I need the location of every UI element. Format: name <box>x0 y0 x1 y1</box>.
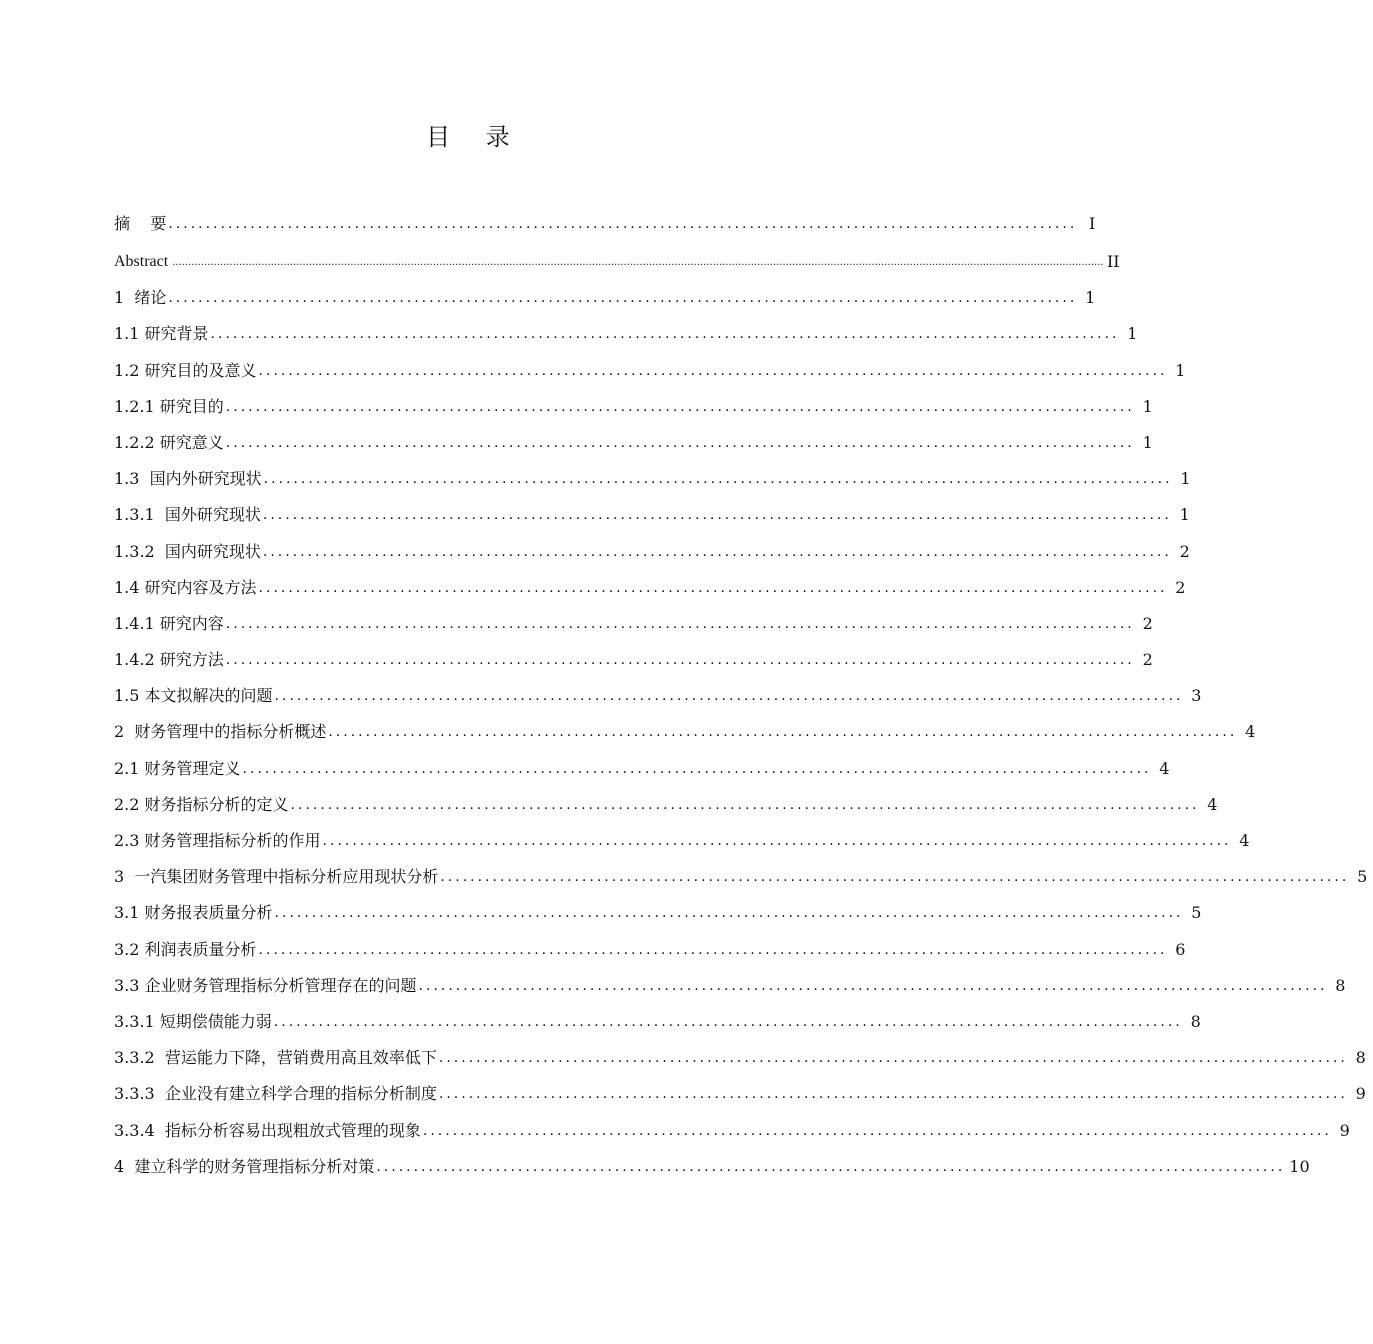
toc-entry-label: 3.3.2 营运能力下降，营销费用高且效率低下 <box>114 1048 437 1068</box>
toc-leader-dots: .......................................................................................................................... <box>438 1086 1348 1103</box>
toc-entry[interactable] <box>114 682 1202 718</box>
toc-entry-page: 9 <box>1339 1120 1350 1140</box>
toc-entry-page: 3 <box>1191 686 1202 706</box>
toc-entry-label: 1.4.1 研究内容 <box>114 613 224 633</box>
toc-entry-label: 1.5 本文拟解决的问题 <box>114 686 273 706</box>
toc-entry-label: 1 绪论 <box>114 288 167 308</box>
toc-entry-page: 10 <box>1289 1156 1310 1176</box>
toc-entry-page: 8 <box>1190 1011 1201 1031</box>
toc-entry[interactable] <box>114 284 1096 320</box>
toc-entry[interactable] <box>114 1080 1366 1116</box>
toc-entry-label: 3.3.3 企业没有建立科学合理的指标分析制度 <box>114 1084 437 1104</box>
toc-leader-dots: .......................................................................................................................... <box>274 688 1184 705</box>
toc-entry-page: 2 <box>1142 613 1153 633</box>
toc-entry-page: II <box>1106 252 1120 271</box>
toc-entry[interactable] <box>114 827 1250 863</box>
toc-entry[interactable] <box>114 755 1170 791</box>
toc-entry-page: 2 <box>1142 650 1153 670</box>
toc-entry-page: 4 <box>1207 794 1218 814</box>
toc-entry-label: Abstract <box>114 253 169 270</box>
toc-entry-page: I <box>1088 214 1096 233</box>
toc-entry[interactable] <box>114 357 1186 393</box>
toc-entry-page: 9 <box>1355 1084 1366 1104</box>
toc-entry-abstract-cn[interactable] <box>114 210 1096 248</box>
toc-leader-dots: .......................................................................................................................... <box>376 1158 1286 1175</box>
toc-entry-abstract-en[interactable] <box>114 248 1120 284</box>
toc-entry[interactable] <box>114 718 1256 754</box>
toc-entry-page: 1 <box>1142 396 1153 416</box>
toc-entry-page: 4 <box>1245 722 1256 742</box>
toc-entry-label: 1.1 研究背景 <box>114 324 209 344</box>
toc-leader-dots: ..................................................................................................................................................................................................................................................................................................... <box>172 257 1104 268</box>
toc-entry-page: 4 <box>1159 758 1170 778</box>
toc-entry-label: 2.3 财务管理指标分析的作用 <box>114 831 321 850</box>
toc-entry-page: 1 <box>1127 324 1138 344</box>
toc-leader-dots: .......................................................................................................................... <box>263 471 1173 488</box>
toc-entry-label: 1.3.1 国外研究现状 <box>114 505 261 525</box>
table-of-contents <box>114 210 1368 1189</box>
toc-leader-dots: .......................................................................................................................... <box>258 362 1168 379</box>
toc-entry-page: 1 <box>1085 288 1096 308</box>
toc-entry-label: 3.2 利润表质量分析 <box>114 939 257 959</box>
toc-entry[interactable] <box>114 429 1153 465</box>
toc-entry-page: 8 <box>1335 975 1346 995</box>
toc-entry-label: 2 财务管理中的指标分析概述 <box>114 722 327 742</box>
toc-entry[interactable] <box>114 972 1346 1008</box>
toc-leader-dots: .......................................................................................................................... <box>422 1122 1332 1139</box>
toc-entry-label: 3 一汽集团财务管理中指标分析应用现状分析 <box>114 867 439 887</box>
toc-leader-dots: .......................................................................................................................... <box>322 833 1232 849</box>
toc-entry-label: 1.3.2 国内研究现状 <box>114 541 261 561</box>
toc-entry-page: 6 <box>1175 939 1186 959</box>
toc-leader-dots: .......................................................................................................................... <box>258 579 1168 596</box>
toc-entry-label: 1.4 研究内容及方法 <box>114 577 257 597</box>
toc-entry[interactable] <box>114 646 1153 682</box>
toc-leader-dots: .......................................................................................................................... <box>168 216 1078 232</box>
toc-entry-page: 2 <box>1175 577 1186 597</box>
toc-entry[interactable] <box>114 393 1153 429</box>
toc-entry-page: 5 <box>1357 867 1368 887</box>
toc-leader-dots: .......................................................................................................................... <box>262 507 1172 524</box>
toc-entry-label: 1.4.2 研究方法 <box>114 650 224 670</box>
toc-entry[interactable] <box>114 863 1368 899</box>
toc-entry[interactable] <box>114 791 1218 827</box>
toc-entry-page: 8 <box>1355 1048 1366 1068</box>
toc-entry-label: 1.3 国内外研究现状 <box>114 469 262 489</box>
toc-entry-page: 1 <box>1180 469 1191 489</box>
toc-entry[interactable] <box>114 1044 1366 1080</box>
toc-leader-dots: .......................................................................................................................... <box>225 434 1135 451</box>
toc-entry-label: 3.3.1 短期偿债能力弱 <box>114 1011 272 1031</box>
toc-entry[interactable] <box>114 610 1153 646</box>
toc-entry-label: 2.1 财务管理定义 <box>114 758 241 778</box>
toc-entry-page: 4 <box>1239 831 1250 850</box>
toc-entry-page: 1 <box>1142 432 1153 452</box>
toc-entry-label: 1.2.2 研究意义 <box>114 432 224 452</box>
toc-leader-dots: .......................................................................................................................... <box>210 326 1120 343</box>
toc-entry[interactable] <box>114 936 1186 972</box>
toc-entry[interactable] <box>114 501 1190 537</box>
toc-entry-page: 1 <box>1175 360 1186 380</box>
toc-entry[interactable] <box>114 1117 1350 1153</box>
toc-entry-label: 3.3 企业财务管理指标分析管理存在的问题 <box>114 975 417 995</box>
toc-entry-label: 3.1 财务报表质量分析 <box>114 903 273 923</box>
toc-leader-dots: .......................................................................................................................... <box>274 905 1184 922</box>
toc-entry[interactable] <box>114 899 1202 935</box>
toc-entry-page: 1 <box>1179 505 1190 525</box>
toc-leader-dots: .......................................................................................................................... <box>290 796 1200 813</box>
toc-entry-label: 1.2.1 研究目的 <box>114 396 224 416</box>
toc-entry[interactable] <box>114 1153 1310 1189</box>
toc-entry-page: 2 <box>1179 541 1190 561</box>
toc-entry[interactable] <box>114 320 1138 356</box>
toc-entry[interactable] <box>114 465 1191 501</box>
toc-leader-dots: .......................................................................................................................... <box>262 543 1172 560</box>
toc-leader-dots: .......................................................................................................................... <box>328 724 1238 741</box>
toc-leader-dots: .......................................................................................................................... <box>225 398 1135 415</box>
toc-entry-label: 摘 要 <box>114 214 167 233</box>
toc-leader-dots: .......................................................................................................................... <box>225 652 1135 669</box>
toc-leader-dots: .......................................................................................................................... <box>273 1013 1183 1030</box>
toc-entry[interactable] <box>114 574 1186 610</box>
toc-leader-dots: .......................................................................................................................... <box>242 760 1152 777</box>
toc-leader-dots: .......................................................................................................................... <box>438 1050 1348 1067</box>
toc-entry[interactable] <box>114 1008 1201 1044</box>
toc-entry-page: 5 <box>1191 903 1202 923</box>
toc-leader-dots: .......................................................................................................................... <box>225 615 1135 632</box>
toc-leader-dots: .......................................................................................................................... <box>168 290 1078 307</box>
toc-entry[interactable] <box>114 538 1190 574</box>
toc-entry-label: 3.3.4 指标分析容易出现粗放式管理的现象 <box>114 1120 421 1140</box>
toc-entry-label: 2.2 财务指标分析的定义 <box>114 794 289 814</box>
toc-leader-dots: .......................................................................................................................... <box>418 977 1328 994</box>
toc-leader-dots: .......................................................................................................................... <box>258 941 1168 958</box>
page-title: 目 录 <box>426 123 524 151</box>
toc-entry-label: 4 建立科学的财务管理指标分析对策 <box>114 1156 375 1176</box>
toc-leader-dots: .......................................................................................................................... <box>440 869 1350 886</box>
toc-entry-label: 1.2 研究目的及意义 <box>114 360 257 380</box>
